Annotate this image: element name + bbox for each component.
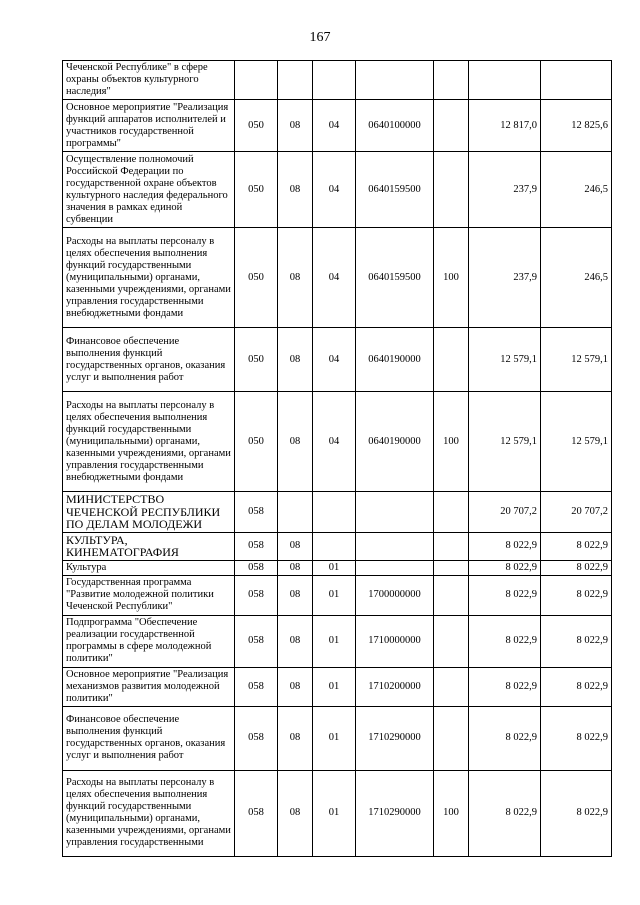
row-name: Расходы на выплаты персоналу в целях обеспечения выполнения функций государственными (муниципальными) органами, казенными учреждениями, органами управления государственными внебюджетными фондами bbox=[63, 228, 235, 328]
row-sum-2: 8 022,9 bbox=[541, 770, 612, 856]
table-row bbox=[63, 61, 612, 100]
row-expense-type: 100 bbox=[434, 228, 469, 328]
row-sum-2: 246,5 bbox=[541, 152, 612, 228]
table-row bbox=[63, 100, 612, 152]
row-name: Расходы на выплаты персоналу в целях обеспечения выполнения функций государственными (муниципальными) органами, казенными учреждениями, органами управления государственными bbox=[63, 770, 235, 856]
row-section: 08 bbox=[278, 328, 313, 392]
row-sum-1: 8 022,9 bbox=[469, 560, 541, 575]
row-sum-1 bbox=[469, 61, 541, 100]
row-sum-2: 8 022,9 bbox=[541, 575, 612, 615]
row-subsection: 04 bbox=[313, 392, 356, 492]
table-row bbox=[63, 492, 612, 533]
row-subsection: 01 bbox=[313, 706, 356, 770]
row-target: 1710000000 bbox=[356, 615, 434, 667]
page-number: 167 bbox=[309, 30, 331, 45]
row-section: 08 bbox=[278, 100, 313, 152]
row-sum-1: 237,9 bbox=[469, 152, 541, 228]
row-section: 08 bbox=[278, 392, 313, 492]
row-subsection: 01 bbox=[313, 667, 356, 706]
row-target: 0640100000 bbox=[356, 100, 434, 152]
row-sum-2: 20 707,2 bbox=[541, 492, 612, 533]
row-expense-type bbox=[434, 615, 469, 667]
row-target: 0640159500 bbox=[356, 152, 434, 228]
table-row bbox=[63, 770, 612, 856]
row-sum-1: 20 707,2 bbox=[469, 492, 541, 533]
row-expense-type bbox=[434, 667, 469, 706]
table-row bbox=[63, 575, 612, 615]
row-name: Государственная программа "Развитие молодежной политики Чеченской Республики" bbox=[63, 575, 235, 615]
row-section: 08 bbox=[278, 667, 313, 706]
row-target: 1710290000 bbox=[356, 706, 434, 770]
row-section: 08 bbox=[278, 228, 313, 328]
row-sum-2: 12 825,6 bbox=[541, 100, 612, 152]
row-ministry: 058 bbox=[235, 532, 278, 560]
row-name: Финансовое обеспечение выполнения функций государственных органов, оказания услуг и выполнения работ bbox=[63, 706, 235, 770]
row-ministry: 058 bbox=[235, 667, 278, 706]
row-subsection: 01 bbox=[313, 560, 356, 575]
row-name: КУЛЬТУРА, КИНЕМАТОГРАФИЯ bbox=[63, 532, 235, 560]
row-target bbox=[356, 492, 434, 533]
table-row bbox=[63, 152, 612, 228]
row-sum-1: 8 022,9 bbox=[469, 532, 541, 560]
row-sum-1: 12 817,0 bbox=[469, 100, 541, 152]
row-section: 08 bbox=[278, 615, 313, 667]
row-name: Финансовое обеспечение выполнения функций государственных органов, оказания услуг и выполнения работ bbox=[63, 328, 235, 392]
row-target bbox=[356, 560, 434, 575]
row-subsection bbox=[313, 532, 356, 560]
row-sum-1: 8 022,9 bbox=[469, 615, 541, 667]
row-ministry: 050 bbox=[235, 392, 278, 492]
row-expense-type bbox=[434, 61, 469, 100]
row-ministry: 050 bbox=[235, 228, 278, 328]
table-row bbox=[63, 328, 612, 392]
row-ministry: 058 bbox=[235, 706, 278, 770]
row-sum-2: 8 022,9 bbox=[541, 532, 612, 560]
row-section: 08 bbox=[278, 152, 313, 228]
row-ministry: 058 bbox=[235, 770, 278, 856]
row-target bbox=[356, 532, 434, 560]
row-section: 08 bbox=[278, 706, 313, 770]
row-ministry: 058 bbox=[235, 560, 278, 575]
table-row bbox=[63, 560, 612, 575]
row-expense-type bbox=[434, 100, 469, 152]
row-subsection: 01 bbox=[313, 770, 356, 856]
row-target: 0640190000 bbox=[356, 392, 434, 492]
row-sum-2: 8 022,9 bbox=[541, 615, 612, 667]
row-ministry: 058 bbox=[235, 575, 278, 615]
row-section bbox=[278, 492, 313, 533]
row-sum-1: 12 579,1 bbox=[469, 392, 541, 492]
row-sum-2: 12 579,1 bbox=[541, 392, 612, 492]
row-subsection: 04 bbox=[313, 228, 356, 328]
table-row bbox=[63, 228, 612, 328]
row-sum-1: 237,9 bbox=[469, 228, 541, 328]
row-sum-1: 8 022,9 bbox=[469, 575, 541, 615]
row-ministry: 058 bbox=[235, 492, 278, 533]
row-subsection bbox=[313, 492, 356, 533]
row-name: Подпрограмма "Обеспечение реализации государственной программы в сфере молодежной политики" bbox=[63, 615, 235, 667]
row-ministry: 050 bbox=[235, 152, 278, 228]
row-sum-1: 8 022,9 bbox=[469, 770, 541, 856]
row-ministry: 050 bbox=[235, 100, 278, 152]
row-expense-type: 100 bbox=[434, 392, 469, 492]
row-expense-type bbox=[434, 560, 469, 575]
row-sum-2: 246,5 bbox=[541, 228, 612, 328]
row-ministry: 058 bbox=[235, 615, 278, 667]
row-name: Расходы на выплаты персоналу в целях обеспечения выполнения функций государственными (муниципальными) органами, казенными учреждениями, органами управления государственными внебюджетными фондами bbox=[63, 392, 235, 492]
table-row bbox=[63, 667, 612, 706]
table-row bbox=[63, 706, 612, 770]
row-expense-type bbox=[434, 532, 469, 560]
row-sum-2: 8 022,9 bbox=[541, 706, 612, 770]
row-target: 1700000000 bbox=[356, 575, 434, 615]
row-name: Осуществление полномочий Российской Федерации по государственной охране объектов культурного наследия федерального значения в рамках единой субвенции bbox=[63, 152, 235, 228]
row-sum-1: 8 022,9 bbox=[469, 706, 541, 770]
row-name: Основное мероприятие "Реализация механизмов развития молодежной политики" bbox=[63, 667, 235, 706]
row-ministry bbox=[235, 61, 278, 100]
table-row bbox=[63, 392, 612, 492]
row-sum-1: 8 022,9 bbox=[469, 667, 541, 706]
row-name: Культура bbox=[63, 560, 235, 575]
row-target bbox=[356, 61, 434, 100]
row-target: 1710290000 bbox=[356, 770, 434, 856]
row-name: Основное мероприятие "Реализация функций аппаратов исполнителей и участников государственной программы" bbox=[63, 100, 235, 152]
row-section bbox=[278, 61, 313, 100]
row-sum-2 bbox=[541, 61, 612, 100]
row-expense-type: 100 bbox=[434, 770, 469, 856]
row-section: 08 bbox=[278, 532, 313, 560]
row-target: 1710200000 bbox=[356, 667, 434, 706]
row-name: Чеченской Республике" в сфере охраны объектов культурного наследия" bbox=[63, 61, 235, 100]
row-expense-type bbox=[434, 152, 469, 228]
row-section: 08 bbox=[278, 770, 313, 856]
table-row bbox=[63, 532, 612, 560]
row-sum-1: 12 579,1 bbox=[469, 328, 541, 392]
row-subsection bbox=[313, 61, 356, 100]
row-expense-type bbox=[434, 706, 469, 770]
row-expense-type bbox=[434, 492, 469, 533]
row-section: 08 bbox=[278, 575, 313, 615]
row-ministry: 050 bbox=[235, 328, 278, 392]
row-subsection: 01 bbox=[313, 615, 356, 667]
row-subsection: 04 bbox=[313, 328, 356, 392]
row-subsection: 04 bbox=[313, 100, 356, 152]
row-target: 0640159500 bbox=[356, 228, 434, 328]
budget-table bbox=[62, 60, 612, 857]
row-subsection: 01 bbox=[313, 575, 356, 615]
row-sum-2: 8 022,9 bbox=[541, 667, 612, 706]
row-expense-type bbox=[434, 328, 469, 392]
row-name: МИНИСТЕРСТВО ЧЕЧЕНСКОЙ РЕСПУБЛИКИ ПО ДЕЛАМ МОЛОДЕЖИ bbox=[63, 492, 235, 533]
row-sum-2: 12 579,1 bbox=[541, 328, 612, 392]
row-expense-type bbox=[434, 575, 469, 615]
table-row bbox=[63, 615, 612, 667]
row-target: 0640190000 bbox=[356, 328, 434, 392]
row-section: 08 bbox=[278, 560, 313, 575]
row-subsection: 04 bbox=[313, 152, 356, 228]
row-sum-2: 8 022,9 bbox=[541, 560, 612, 575]
